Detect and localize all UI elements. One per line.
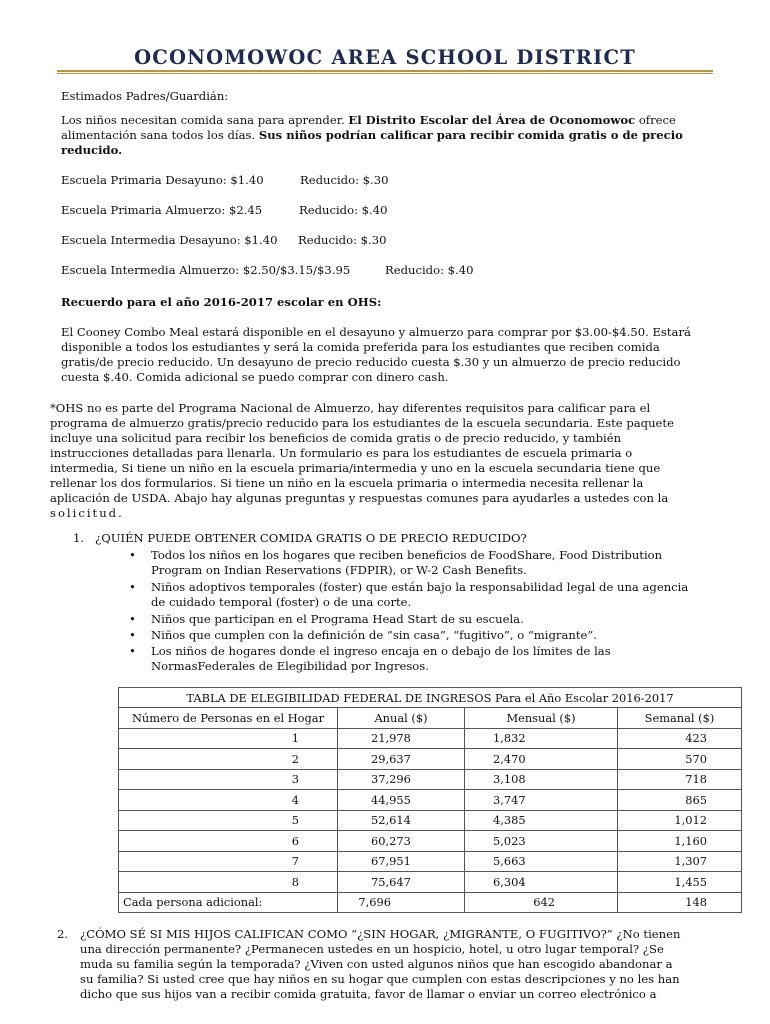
column-header: Semanal ($) — [618, 708, 742, 729]
ohs-note-line: programa de almuerzo gratis/precio reducido para los estudiantes de la escuela secundaria. Este paquete — [50, 416, 674, 430]
table-row — [119, 872, 742, 893]
table-cell: 148 — [618, 892, 742, 913]
table-cell: 44,955 — [338, 790, 465, 811]
column-header: Mensual ($) — [465, 708, 618, 729]
table-cell: 570 — [618, 749, 742, 770]
title-rule — [57, 70, 713, 72]
table-cell: 3,108 — [465, 769, 618, 790]
table-cell: 5 — [119, 810, 338, 831]
table-cell: 1 — [119, 728, 338, 749]
price-label: Escuela Primaria Desayuno: $1.40 — [61, 173, 264, 187]
table-row — [119, 749, 742, 770]
table-cell: 865 — [618, 790, 742, 811]
table-cell: 21,978 — [338, 728, 465, 749]
reminder-heading: Recuerdo para el año 2016-2017 escolar en OHS: — [61, 295, 382, 309]
table-cell: 5,023 — [465, 831, 618, 852]
column-header: Anual ($) — [338, 708, 465, 729]
table-row — [119, 790, 742, 811]
table-cell: 7,696 — [338, 892, 465, 913]
table-cell: Cada persona adicional: — [119, 892, 338, 913]
table-cell: 29,637 — [338, 749, 465, 770]
question-2-line: su familia? Si usted cree que hay niños en su hogar que cumplen con estas descripciones y no les han — [80, 972, 680, 986]
bullet-item: • Niños adoptivos temporales (foster) que están bajo la responsabilidad legal de una agencia de cuidado temporal (foster) o de una corte. — [129, 580, 689, 609]
bullet-icon: • — [129, 644, 136, 658]
bullet-icon: • — [129, 580, 136, 594]
price-label: Escuela Primaria Almuerzo: $2.45 — [61, 203, 263, 217]
table-cell: 60,273 — [338, 831, 465, 852]
table-cell: 2 — [119, 749, 338, 770]
ohs-note-line: intermedia, Si tiene un niño en la escuela primaria/intermedia y uno en la escuela secundaria tiene que — [50, 461, 661, 475]
table-cell: 3 — [119, 769, 338, 790]
question-2-line: ¿CÓMO SÉ SI MIS HIJOS CALIFICAN COMO “¿SIN HOGAR, ¿MIGRANTE, O FUGITIVO?” ¿No tienen — [80, 927, 681, 941]
price-reduced: Reducido: $.40 — [299, 203, 388, 217]
table-cell: 6,304 — [465, 872, 618, 893]
greeting: Estimados Padres/Guardián: — [61, 89, 229, 103]
ohs-note-line: instrucciones detalladas para llenarla. Un formulario es para los estudiantes de escuela primaria o — [50, 446, 633, 460]
question-number: 2. — [57, 927, 69, 941]
question-2-line: una dirección permanente? ¿Permanecen ustedes en un hospicio, hotel, u otro lugar temporal? ¿Se — [80, 942, 664, 956]
bullet-icon: • — [129, 612, 136, 626]
table-cell: 4 — [119, 790, 338, 811]
price-label: Escuela Intermedia Desayuno: $1.40 — [61, 233, 278, 247]
ohs-note-line: rellenar los dos formularios. Si tiene un niño en la escuela primaria o intermedia necesita rellenar la — [50, 476, 644, 490]
reminder-line: cuesta $.40. Comida adicional se puedo comprar con dinero cash. — [61, 370, 449, 384]
intro-line-1: Los niños necesitan comida sana para aprender. El Distrito Escolar del Área de Oconomowoc ofrece — [61, 113, 676, 127]
table-caption: TABLA DE ELEGIBILIDAD FEDERAL DE INGRESOS Para el Año Escolar 2016-2017 — [119, 688, 742, 708]
table-cell: 6 — [119, 831, 338, 852]
ohs-note-line: aplicación de USDA. Abajo hay algunas preguntas y respuestas comunes para ayudarles a ustedes con la — [50, 491, 669, 505]
table-row — [119, 728, 742, 749]
page-title: OCONOMOWOC AREA SCHOOL DISTRICT — [134, 46, 636, 69]
table-row — [119, 769, 742, 790]
reminder-line: disponible a todos los estudiantes y será la comida preferida para los estudiantes que reciben comida — [61, 340, 660, 354]
bullet-icon: • — [129, 548, 136, 562]
intro-line-2: alimentación sana todos los días. Sus niños podrían calificar para recibir comida gratis o de precio — [61, 128, 683, 142]
price-reduced: Reducido: $.30 — [300, 173, 389, 187]
bullet-item: • Todos los niños en los hogares que reciben beneficios de FoodShare, Food Distribution Program on Indian Reservations (FDPIR), or W-2 Cash Benefits. — [129, 548, 663, 577]
question-title: ¿QUIÉN PUEDE OBTENER COMIDA GRATIS O DE PRECIO REDUCIDO? — [95, 531, 527, 545]
price-reduced: Reducido: $.30 — [298, 233, 387, 247]
ohs-note-line: *OHS no es parte del Programa Nacional de Almuerzo, hay diferentes requisitos para calificar para el — [50, 401, 651, 415]
reminder-line: El Cooney Combo Meal estará disponible en el desayuno y almuerzo para comprar por $3.00-$4.50. Estará — [61, 325, 691, 339]
table-row — [119, 851, 742, 872]
table-cell: 52,614 — [338, 810, 465, 831]
intro-line-3: reducido. — [61, 143, 123, 157]
ohs-note-line: incluye una solicitud para recibir los beneficios de comida gratis o de precio reducido, y también — [50, 431, 622, 445]
table-cell: 642 — [465, 892, 618, 913]
table-cell: 1,832 — [465, 728, 618, 749]
question-2-line: dicho que sus hijos van a recibir comida gratuita, favor de llamar o enviar un correo electrónico a — [80, 987, 657, 1001]
bullet-item: • Niños que participan en el Programa Head Start de su escuela. — [129, 612, 524, 626]
table-cell: 423 — [618, 728, 742, 749]
title-rule-thin — [57, 73, 713, 74]
bullet-item: • Niños que cumplen con la definición de “sin casa”, “fugitivo”, o “migrante”. — [129, 628, 597, 642]
reminder-line: gratis/de precio reducido. Un desayuno de precio reducido cuesta $.30 y un almuerzo de precio reducido — [61, 355, 681, 369]
price-reduced: Reducido: $.40 — [385, 263, 474, 277]
bullet-item: • Los niños de hogares donde el ingreso encaja en o debajo de los límites de las NormasFederales de Elegibilidad por Ingresos. — [129, 644, 611, 673]
table-cell: 4,385 — [465, 810, 618, 831]
table-cell: 7 — [119, 851, 338, 872]
price-label: Escuela Intermedia Almuerzo: $2.50/$3.15/$3.95 — [61, 263, 351, 277]
question-number: 1. — [73, 531, 85, 545]
table-cell: 67,951 — [338, 851, 465, 872]
table-row — [119, 831, 742, 852]
table-cell: 1,160 — [618, 831, 742, 852]
table-cell: 2,470 — [465, 749, 618, 770]
table-cell: 1,307 — [618, 851, 742, 872]
table-cell: 718 — [618, 769, 742, 790]
table-cell: 75,647 — [338, 872, 465, 893]
question-2-line: muda su familia según la temporada? ¿Viven con usted algunos niños que han escogido abandonar a — [80, 957, 673, 971]
table-cell: 1,012 — [618, 810, 742, 831]
table-cell: 5,663 — [465, 851, 618, 872]
table-cell: 37,296 — [338, 769, 465, 790]
table-cell: 1,455 — [618, 872, 742, 893]
table-cell: 8 — [119, 872, 338, 893]
table-row-additional — [119, 892, 742, 913]
bullet-icon: • — [129, 628, 136, 642]
column-header: Número de Personas en el Hogar — [119, 708, 338, 729]
income-eligibility-table — [118, 687, 742, 913]
ohs-note-line: solicitud. — [50, 506, 124, 520]
table-cell: 3,747 — [465, 790, 618, 811]
table-row — [119, 810, 742, 831]
